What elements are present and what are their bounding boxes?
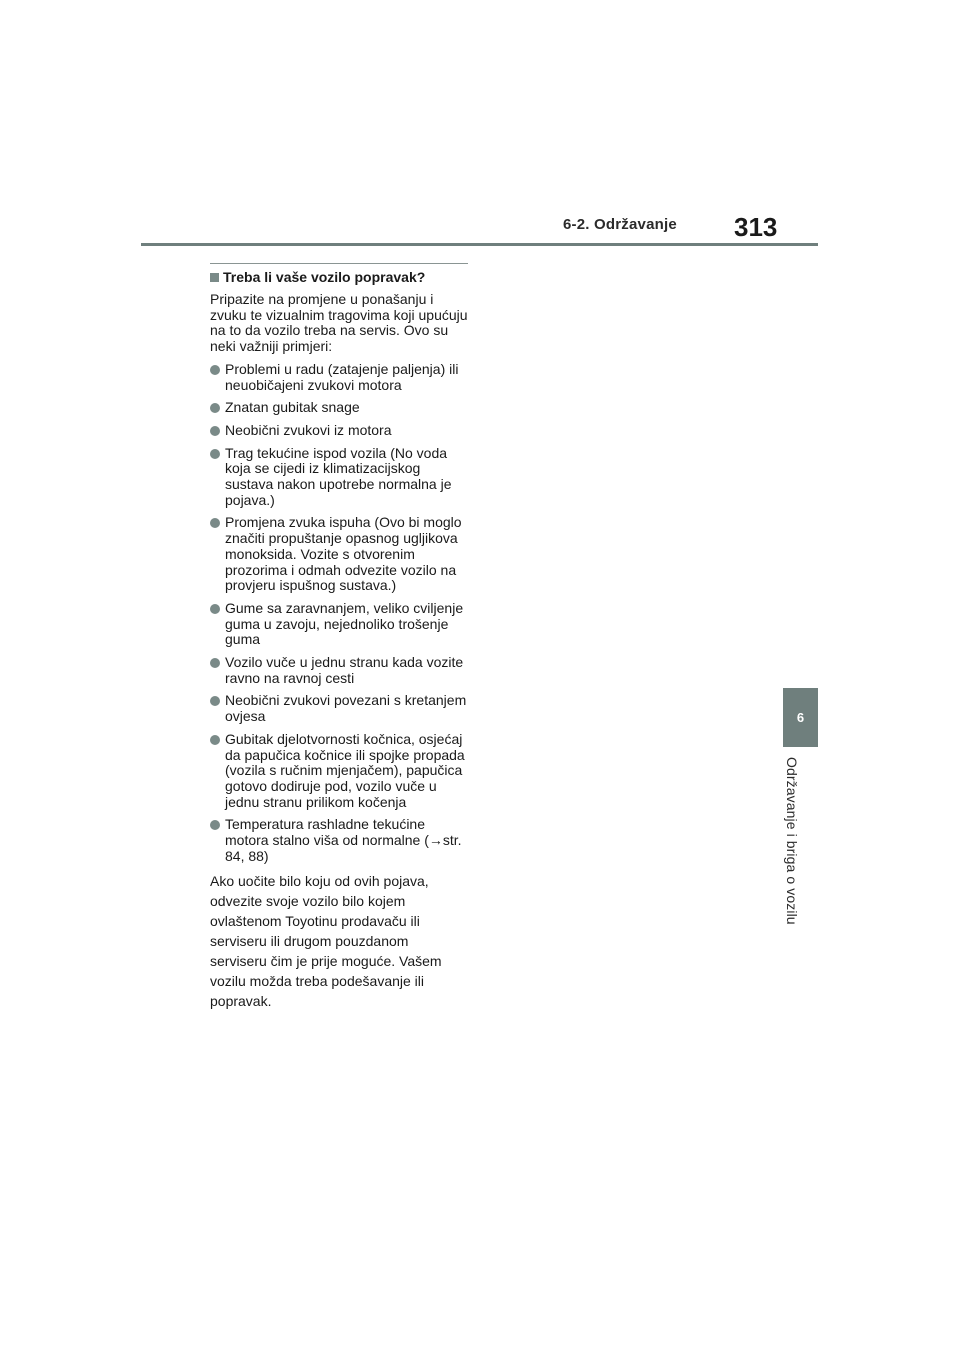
circle-bullet-icon [210, 820, 220, 830]
circle-bullet-icon [210, 604, 220, 614]
symptom-list [210, 362, 468, 865]
list-item-text: Promjena zvuka ispuha (Ovo bi moglo značiti propuštanje opasnog ugljikova monoksida. Vozite s otvorenim prozorima i odmah odvezite vozilo na provjeru ispušnog sustava.) [225, 514, 462, 594]
section-divider [210, 263, 468, 264]
closing-line: serviseru ili drugom pouzdanom [210, 932, 409, 949]
list-item [210, 400, 468, 416]
closing-line: vozilu možda treba podešavanje ili [210, 972, 425, 989]
circle-bullet-icon [210, 658, 220, 668]
list-item-text: Gume sa zaravnanjem, veliko cviljenje guma u zavoju, nejednoliko trošenje guma [225, 599, 464, 648]
circle-bullet-icon [210, 696, 220, 706]
closing-line: Ako uočite bilo koju od ovih pojava, [210, 872, 429, 889]
list-item [210, 515, 468, 594]
list-item [210, 362, 468, 393]
list-item-text: Znatan gubitak snage [225, 399, 360, 416]
list-item [210, 732, 468, 811]
circle-bullet-icon [210, 449, 220, 459]
list-item-text: Trag tekućine ispod vozila (No voda koja se cijedi iz klimatizacijskog sustava nakon upotrebe normalna je pojava.) [225, 444, 452, 508]
section-heading [210, 269, 468, 286]
list-item-text: Vozilo vuče u jednu stranu kada vozite ravno na ravnoj cesti [225, 654, 464, 686]
header-divider [141, 243, 818, 246]
square-icon [210, 273, 219, 282]
list-item-text: Neobični zvukovi iz motora [225, 421, 392, 438]
circle-bullet-icon [210, 518, 220, 528]
list-item [210, 693, 468, 724]
chapter-title: Održavanje i briga o vozilu [784, 757, 800, 925]
chapter-number: 6 [796, 710, 805, 725]
closing-line: serviseru čim je prije moguće. Vašem [210, 952, 442, 969]
running-header-section: 6-2. Održavanje [563, 216, 677, 233]
circle-bullet-icon [210, 426, 220, 436]
list-item [210, 655, 468, 686]
closing-paragraph [210, 871, 468, 1011]
main-content [210, 263, 468, 1011]
list-item-text: Problemi u radu (zatajenje paljenja) ili neuobičajeni zvukovi motora [225, 360, 459, 393]
list-item [210, 817, 468, 864]
circle-bullet-icon [210, 403, 220, 413]
page-number: 313 [734, 212, 778, 242]
closing-line: odvezite svoje vozilo bilo kojem [210, 892, 406, 909]
chapter-tab [783, 688, 818, 747]
list-item-text: Temperatura rashladne tekućine motora stalno viša od normalne (→str. 84, 88) [225, 816, 462, 864]
list-item [210, 601, 468, 648]
section-heading-text: Treba li vaše vozilo popravak? [223, 269, 426, 285]
circle-bullet-icon [210, 365, 220, 375]
list-item-text: Neobični zvukovi povezani s kretanjem ovjesa [225, 692, 467, 725]
closing-line: popravak. [210, 992, 272, 1009]
list-item-text: Gubitak djelotvornosti kočnica, osjećaj da papučica kočnice ili spojke propada (vozila s ručnim mjenjačem), papučica gotovo dodiruje pod, vozilo vuče u jednu stranu prilikom kočenja [225, 730, 465, 810]
closing-line: ovlaštenom Toyotinu prodavaču ili [210, 912, 420, 929]
list-item [210, 446, 468, 509]
intro-paragraph: Pripazite na promjene u ponašanju i zvuku te vizualnim tragovima koji upućuju na to da vozilo treba na servis. Ovo su neki važniji primjeri: [210, 291, 468, 355]
circle-bullet-icon [210, 735, 220, 745]
list-item [210, 423, 468, 439]
